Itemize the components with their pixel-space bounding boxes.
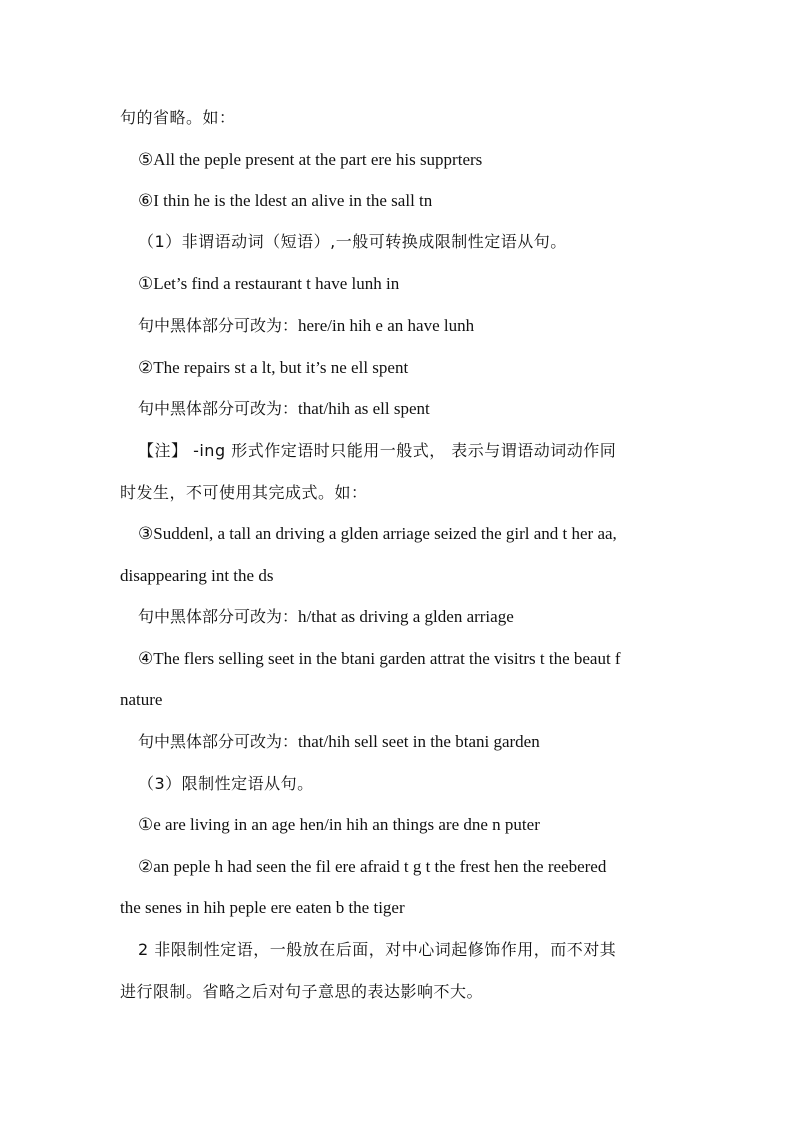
text-line: ⑤All the peple present at the part ere his supprters [138,150,483,169]
text-line: ②The repairs st a lt, but it’s ne ell spent [138,358,409,377]
text-line: 【注】 -ing 形式作定语时只能用一般式， 表示与谓语动词动作同 [138,441,617,460]
text-line: （1）非谓语动词（短语）,一般可转换成限制性定语从句。 [138,232,567,251]
text-line: ①e are living in an age hen/in hih an things are dne n puter [138,815,540,834]
line-label: 句中黑体部分可改为： [138,316,299,335]
text-line: 2 非限制性定语，一般放在后面，对中心词起修饰作用，而不对其 [138,940,617,959]
text-line [138,397,430,421]
text-line: 句的省略。如： [120,108,236,127]
text-line: the senes in hih peple ere eaten b the tiger [120,898,405,917]
text-line: 时发生，不可使用其完成式。如： [120,483,368,502]
line-english: that/hih sell seet in the btani garden [298,732,540,751]
text-line: （3）限制性定语从句。 [138,774,314,793]
text-line: 进行限制。省略之后对句子意思的表达影响不大。 [120,982,484,1001]
line-label: 句中黑体部分可改为： [138,399,299,418]
text-line: ①Let’s find a restaurant t have lunh in [138,274,400,293]
text-line [138,314,474,338]
text-line [138,730,540,754]
line-english: that/hih as ell spent [298,399,430,418]
text-line: ②an peple h had seen the fil ere afraid t g t the frest hen the reebered [138,857,607,876]
line-label: 句中黑体部分可改为： [138,607,299,626]
text-line: disappearing int the ds [120,566,274,585]
line-english: h/that as driving a glden arriage [298,607,514,626]
text-line: ④The flers selling seet in the btani garden attrat the visitrs t the beaut f [138,649,621,668]
text-line: nature [120,690,163,709]
line-label: 句中黑体部分可改为： [138,732,299,751]
line-english: here/in hih e an have lunh [298,316,475,335]
text-line: ③Suddenl, a tall an driving a glden arriage seized the girl and t her aa, [138,524,617,543]
text-line [138,605,514,629]
text-line: ⑥I thin he is the ldest an alive in the sall tn [138,191,433,210]
